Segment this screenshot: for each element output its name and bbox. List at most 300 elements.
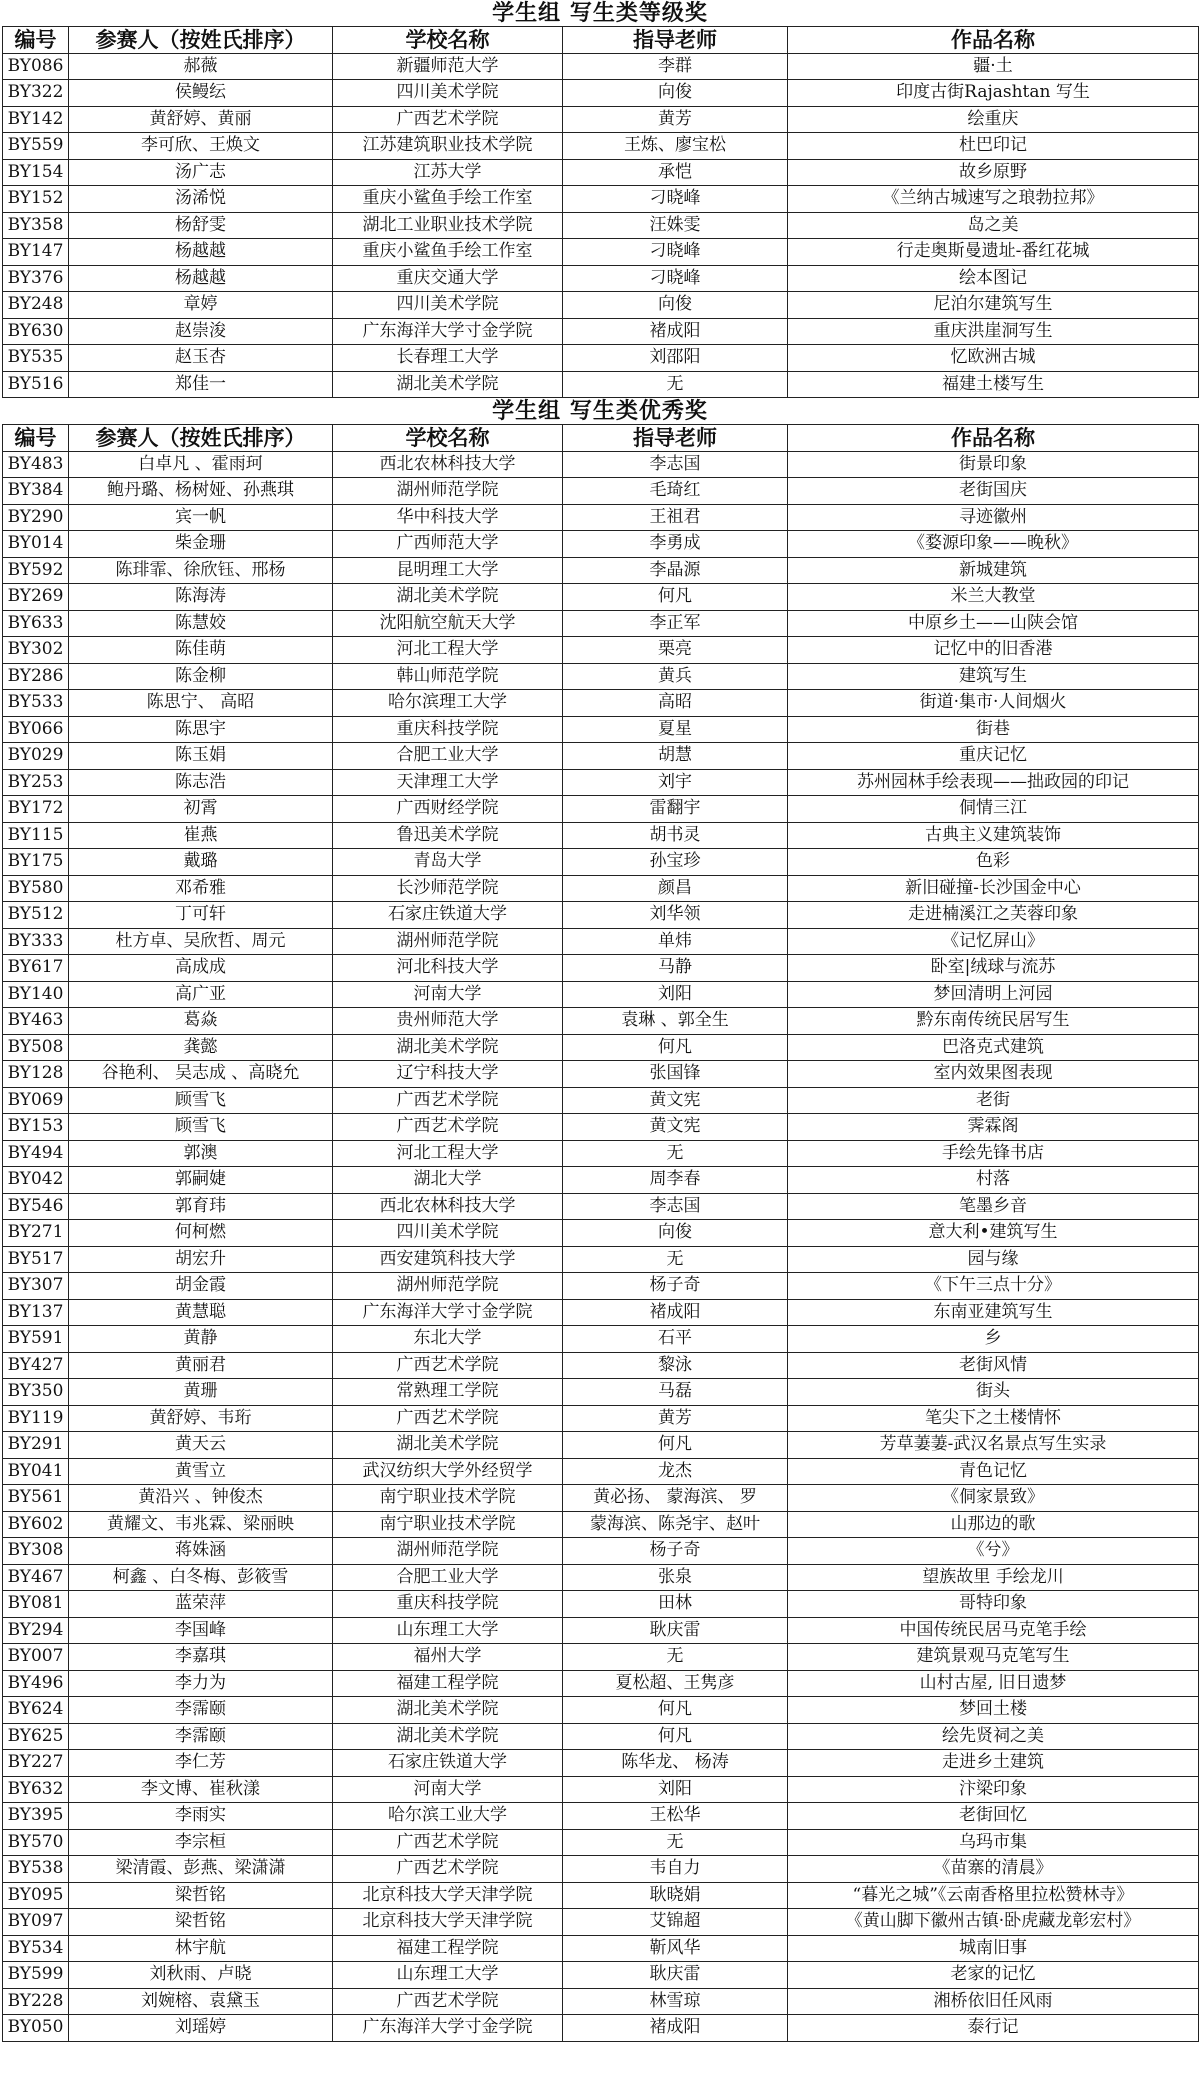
school-cell: 广西艺术学院: [333, 1405, 563, 1432]
entry-id-cell: BY115: [3, 822, 69, 849]
participants-cell: 李可欣、王焕文: [69, 133, 333, 160]
entry-id-cell: BY142: [3, 106, 69, 133]
participants-cell: 丁可轩: [69, 902, 333, 929]
entry-id-cell: BY152: [3, 186, 69, 213]
table-body-excellent: [3, 451, 1199, 2041]
advisor-cell: 刁晓峰: [563, 186, 788, 213]
school-cell: 贵州师范大学: [333, 1008, 563, 1035]
participants-cell: 葛焱: [69, 1008, 333, 1035]
work-title-cell: 山村古屋, 旧日遗梦: [788, 1670, 1199, 1697]
participants-cell: 梁哲铭: [69, 1882, 333, 1909]
advisor-cell: 龙杰: [563, 1458, 788, 1485]
school-cell: 湖州师范学院: [333, 1538, 563, 1565]
participants-cell: 陈海涛: [69, 584, 333, 611]
table-row: [3, 663, 1199, 690]
advisor-cell: 王松华: [563, 1803, 788, 1830]
table-row: [3, 849, 1199, 876]
advisor-cell: 王炼、廖宝松: [563, 133, 788, 160]
advisor-cell: 承恺: [563, 159, 788, 186]
entry-id-cell: BY286: [3, 663, 69, 690]
advisor-cell: 李志国: [563, 451, 788, 478]
work-title-cell: 米兰大教堂: [788, 584, 1199, 611]
school-cell: 南宁职业技术学院: [333, 1511, 563, 1538]
participants-cell: 胡金霞: [69, 1273, 333, 1300]
advisor-cell: 无: [563, 1644, 788, 1671]
advisor-cell: 陈华龙、 杨涛: [563, 1750, 788, 1777]
school-cell: 华中科技大学: [333, 504, 563, 531]
school-cell: 湖州师范学院: [333, 1273, 563, 1300]
participants-cell: 陈玉娟: [69, 743, 333, 770]
entry-id-cell: BY350: [3, 1379, 69, 1406]
advisor-cell: 靳风华: [563, 1935, 788, 1962]
participants-cell: 梁哲铭: [69, 1909, 333, 1936]
table-row: [3, 531, 1199, 558]
school-cell: 西北农林科技大学: [333, 1193, 563, 1220]
work-title-cell: 梦回土楼: [788, 1697, 1199, 1724]
table-row: [3, 1750, 1199, 1777]
work-title-cell: 黔东南传统民居写生: [788, 1008, 1199, 1035]
school-cell: 广西艺术学院: [333, 1988, 563, 2015]
table-row: [3, 1856, 1199, 1883]
school-cell: 湖州师范学院: [333, 928, 563, 955]
header-work-title: 作品名称: [788, 425, 1199, 452]
entry-id-cell: BY570: [3, 1829, 69, 1856]
advisor-cell: 褚成阳: [563, 2015, 788, 2042]
table-row: [3, 1246, 1199, 1273]
table-row: [3, 265, 1199, 292]
work-title-cell: 老家的记忆: [788, 1962, 1199, 1989]
advisor-cell: 向俊: [563, 80, 788, 107]
work-title-cell: 乌玛市集: [788, 1829, 1199, 1856]
table-row: [3, 584, 1199, 611]
work-title-cell: 笔墨乡音: [788, 1193, 1199, 1220]
table-row: [3, 1220, 1199, 1247]
table-row: [3, 1988, 1199, 2015]
advisor-cell: 石平: [563, 1326, 788, 1353]
entry-id-cell: BY172: [3, 796, 69, 823]
advisor-cell: 李志国: [563, 1193, 788, 1220]
advisor-cell: 马磊: [563, 1379, 788, 1406]
advisor-cell: 刘华领: [563, 902, 788, 929]
entry-id-cell: BY494: [3, 1140, 69, 1167]
participants-cell: 戴璐: [69, 849, 333, 876]
advisor-cell: 褚成阳: [563, 318, 788, 345]
entry-id-cell: BY625: [3, 1723, 69, 1750]
participants-cell: 杨越越: [69, 265, 333, 292]
entry-id-cell: BY307: [3, 1273, 69, 1300]
school-cell: 西安建筑科技大学: [333, 1246, 563, 1273]
entry-id-cell: BY291: [3, 1432, 69, 1459]
participants-cell: 杨舒雯: [69, 212, 333, 239]
entry-id-cell: BY535: [3, 345, 69, 372]
work-title-cell: 记忆中的旧香港: [788, 637, 1199, 664]
work-title-cell: 《苗寨的清晨》: [788, 1856, 1199, 1883]
school-cell: 河北科技大学: [333, 955, 563, 982]
school-cell: 北京科技大学天津学院: [333, 1909, 563, 1936]
entry-id-cell: BY228: [3, 1988, 69, 2015]
table-row: [3, 875, 1199, 902]
school-cell: 湖北美术学院: [333, 1034, 563, 1061]
table-body-grade: [3, 53, 1199, 398]
participants-cell: 刘瑶婷: [69, 2015, 333, 2042]
entry-id-cell: BY546: [3, 1193, 69, 1220]
table-row: [3, 955, 1199, 982]
participants-cell: 高广亚: [69, 981, 333, 1008]
school-cell: 辽宁科技大学: [333, 1061, 563, 1088]
school-cell: 福州大学: [333, 1644, 563, 1671]
participants-cell: 郭嗣婕: [69, 1167, 333, 1194]
work-title-cell: 色彩: [788, 849, 1199, 876]
school-cell: 鲁迅美术学院: [333, 822, 563, 849]
participants-cell: 龚懿: [69, 1034, 333, 1061]
participants-cell: 章婷: [69, 292, 333, 319]
school-cell: 山东理工大学: [333, 1962, 563, 1989]
work-title-cell: 苏州园林手绘表现——拙政园的印记: [788, 769, 1199, 796]
school-cell: 广东海洋大学寸金学院: [333, 2015, 563, 2042]
entry-id-cell: BY517: [3, 1246, 69, 1273]
school-cell: 江苏建筑职业技术学院: [333, 133, 563, 160]
participants-cell: 陈志浩: [69, 769, 333, 796]
table-row: [3, 1644, 1199, 1671]
entry-id-cell: BY041: [3, 1458, 69, 1485]
work-title-cell: 乡: [788, 1326, 1199, 1353]
work-title-cell: 巴洛克式建筑: [788, 1034, 1199, 1061]
work-title-cell: 山那边的歌: [788, 1511, 1199, 1538]
section-title-excellent: 学生组 写生类优秀奖: [492, 398, 708, 424]
table-row: [3, 371, 1199, 398]
table-row: [3, 610, 1199, 637]
participants-cell: 陈佳萌: [69, 637, 333, 664]
entry-id-cell: BY007: [3, 1644, 69, 1671]
participants-cell: 侯鳗纭: [69, 80, 333, 107]
work-title-cell: 《黄山脚下徽州古镇·卧虎藏龙彰宏村》: [788, 1909, 1199, 1936]
advisor-cell: 耿庆雷: [563, 1617, 788, 1644]
header-school: 学校名称: [333, 425, 563, 452]
work-title-cell: 街巷: [788, 716, 1199, 743]
table-row: [3, 822, 1199, 849]
advisor-cell: 李勇成: [563, 531, 788, 558]
entry-id-cell: BY029: [3, 743, 69, 770]
work-title-cell: 湘桥依旧任风雨: [788, 1988, 1199, 2015]
header-id: 编号: [3, 425, 69, 452]
entry-id-cell: BY559: [3, 133, 69, 160]
entry-id-cell: BY624: [3, 1697, 69, 1724]
entry-id-cell: BY483: [3, 451, 69, 478]
entry-id-cell: BY592: [3, 557, 69, 584]
participants-cell: 林宇航: [69, 1935, 333, 1962]
work-title-cell: 故乡原野: [788, 159, 1199, 186]
advisor-cell: 何凡: [563, 584, 788, 611]
school-cell: 广西艺术学院: [333, 1352, 563, 1379]
school-cell: 四川美术学院: [333, 1220, 563, 1247]
work-title-cell: 街景印象: [788, 451, 1199, 478]
school-cell: 合肥工业大学: [333, 1564, 563, 1591]
entry-id-cell: BY081: [3, 1591, 69, 1618]
work-title-cell: 重庆洪崖洞写生: [788, 318, 1199, 345]
school-cell: 广西艺术学院: [333, 1114, 563, 1141]
table-row: [3, 1935, 1199, 1962]
participants-cell: 蓝荣萍: [69, 1591, 333, 1618]
school-cell: 重庆交通大学: [333, 265, 563, 292]
entry-id-cell: BY580: [3, 875, 69, 902]
header-participants: 参赛人（按姓氏排序）: [69, 27, 333, 54]
advisor-cell: 马静: [563, 955, 788, 982]
work-title-cell: 寻迹徽州: [788, 504, 1199, 531]
entry-id-cell: BY617: [3, 955, 69, 982]
table-row: [3, 504, 1199, 531]
participants-cell: 黄耀文、韦兆霖、梁丽映: [69, 1511, 333, 1538]
advisor-cell: 向俊: [563, 1220, 788, 1247]
entry-id-cell: BY253: [3, 769, 69, 796]
work-title-cell: 汴梁印象: [788, 1776, 1199, 1803]
participants-cell: 陈琲霏、徐欣钰、邢杨: [69, 557, 333, 584]
school-cell: 四川美术学院: [333, 292, 563, 319]
participants-cell: 黄静: [69, 1326, 333, 1353]
participants-cell: 李宗桓: [69, 1829, 333, 1856]
advisor-cell: 刘阳: [563, 981, 788, 1008]
table-row: [3, 80, 1199, 107]
entry-id-cell: BY095: [3, 1882, 69, 1909]
table-row: [3, 1432, 1199, 1459]
entry-id-cell: BY269: [3, 584, 69, 611]
participants-cell: 黄雪立: [69, 1458, 333, 1485]
advisor-cell: 何凡: [563, 1034, 788, 1061]
work-title-cell: 新旧碰撞-长沙国金中心: [788, 875, 1199, 902]
school-cell: 广东海洋大学寸金学院: [333, 1299, 563, 1326]
participants-cell: 黄沿兴 、钟俊杰: [69, 1485, 333, 1512]
table-row: [3, 345, 1199, 372]
school-cell: 新疆师范大学: [333, 53, 563, 80]
table-row: [3, 1485, 1199, 1512]
work-title-cell: 行走奥斯曼遗址-番红花城: [788, 239, 1199, 266]
work-title-cell: 卧室|绒球与流苏: [788, 955, 1199, 982]
entry-id-cell: BY248: [3, 292, 69, 319]
participants-cell: 郭澳: [69, 1140, 333, 1167]
table-row: [3, 318, 1199, 345]
entry-id-cell: BY097: [3, 1909, 69, 1936]
advisor-cell: 夏松超、王隽彦: [563, 1670, 788, 1697]
header-school: 学校名称: [333, 27, 563, 54]
work-title-cell: 建筑景观马克笔写生: [788, 1644, 1199, 1671]
table-row: [3, 690, 1199, 717]
participants-cell: 宾一帆: [69, 504, 333, 531]
table-row: [3, 451, 1199, 478]
table-row: [3, 1962, 1199, 1989]
table-row: [3, 2015, 1199, 2042]
participants-cell: 李国峰: [69, 1617, 333, 1644]
advisor-cell: 胡书灵: [563, 822, 788, 849]
table-row: [3, 212, 1199, 239]
advisor-cell: 林雪琼: [563, 1988, 788, 2015]
work-title-cell: 老街回忆: [788, 1803, 1199, 1830]
school-cell: 东北大学: [333, 1326, 563, 1353]
work-title-cell: 东南亚建筑写生: [788, 1299, 1199, 1326]
work-title-cell: 中原乡土——山陕会馆: [788, 610, 1199, 637]
participants-cell: 黄慧聪: [69, 1299, 333, 1326]
advisor-cell: 无: [563, 1140, 788, 1167]
work-title-cell: 意大利•建筑写生: [788, 1220, 1199, 1247]
table-row: [3, 1061, 1199, 1088]
work-title-cell: 室内效果图表现: [788, 1061, 1199, 1088]
advisor-cell: 袁琳 、郭全生: [563, 1008, 788, 1035]
table-row: [3, 1776, 1199, 1803]
entry-id-cell: BY384: [3, 478, 69, 505]
participants-cell: 陈慧姣: [69, 610, 333, 637]
table-header-row: [3, 425, 1199, 452]
school-cell: 天津理工大学: [333, 769, 563, 796]
entry-id-cell: BY128: [3, 1061, 69, 1088]
advisor-cell: 黄芳: [563, 1405, 788, 1432]
work-title-cell: 新城建筑: [788, 557, 1199, 584]
advisor-cell: 艾锦超: [563, 1909, 788, 1936]
participants-cell: 黄天云: [69, 1432, 333, 1459]
entry-id-cell: BY599: [3, 1962, 69, 1989]
table-row: [3, 1617, 1199, 1644]
advisor-cell: 褚成阳: [563, 1299, 788, 1326]
table-row: [3, 1538, 1199, 1565]
table-row: [3, 1511, 1199, 1538]
school-cell: 湖北美术学院: [333, 371, 563, 398]
school-cell: 石家庄铁道大学: [333, 1750, 563, 1777]
table-row: [3, 902, 1199, 929]
school-cell: 广西财经学院: [333, 796, 563, 823]
entry-id-cell: BY302: [3, 637, 69, 664]
school-cell: 广东海洋大学寸金学院: [333, 318, 563, 345]
table-row: [3, 1034, 1199, 1061]
school-cell: 福建工程学院: [333, 1670, 563, 1697]
table-row: [3, 1352, 1199, 1379]
advisor-cell: 田林: [563, 1591, 788, 1618]
school-cell: 湖北美术学院: [333, 1723, 563, 1750]
work-title-cell: 望族故里 手绘龙川: [788, 1564, 1199, 1591]
table-row: [3, 186, 1199, 213]
advisor-cell: 杨子奇: [563, 1538, 788, 1565]
work-title-cell: 笔尖下之土楼情怀: [788, 1405, 1199, 1432]
participants-cell: 梁清霞、彭燕、梁潇潇: [69, 1856, 333, 1883]
advisor-cell: 黄兵: [563, 663, 788, 690]
advisor-cell: 李正军: [563, 610, 788, 637]
school-cell: 河南大学: [333, 981, 563, 1008]
advisor-cell: 耿庆雷: [563, 1962, 788, 1989]
advisor-cell: 黎泳: [563, 1352, 788, 1379]
work-title-cell: 哥特印象: [788, 1591, 1199, 1618]
school-cell: 常熟理工学院: [333, 1379, 563, 1406]
school-cell: 河北工程大学: [333, 637, 563, 664]
table-row: [3, 1167, 1199, 1194]
advisor-cell: 黄芳: [563, 106, 788, 133]
participants-cell: 李嘉琪: [69, 1644, 333, 1671]
table-row: [3, 478, 1199, 505]
participants-cell: 赵崇浚: [69, 318, 333, 345]
work-title-cell: 重庆记忆: [788, 743, 1199, 770]
participants-cell: 郝薇: [69, 53, 333, 80]
advisor-cell: 无: [563, 1246, 788, 1273]
header-work-title: 作品名称: [788, 27, 1199, 54]
school-cell: 哈尔滨工业大学: [333, 1803, 563, 1830]
advisor-cell: 耿晓娟: [563, 1882, 788, 1909]
school-cell: 北京科技大学天津学院: [333, 1882, 563, 1909]
participants-cell: 蒋姝涵: [69, 1538, 333, 1565]
table-row: [3, 1114, 1199, 1141]
entry-id-cell: BY534: [3, 1935, 69, 1962]
participants-cell: 初霄: [69, 796, 333, 823]
participants-cell: 黄丽君: [69, 1352, 333, 1379]
table-row: [3, 1723, 1199, 1750]
work-title-cell: 泰行记: [788, 2015, 1199, 2042]
entry-id-cell: BY516: [3, 371, 69, 398]
advisor-cell: 刁晓峰: [563, 265, 788, 292]
school-cell: 沈阳航空航天大学: [333, 610, 563, 637]
participants-cell: 陈金柳: [69, 663, 333, 690]
school-cell: 湖北美术学院: [333, 1432, 563, 1459]
school-cell: 重庆科技学院: [333, 716, 563, 743]
entry-id-cell: BY290: [3, 504, 69, 531]
school-cell: 武汉纺织大学外经贸学: [333, 1458, 563, 1485]
school-cell: 韩山师范学院: [333, 663, 563, 690]
advisor-cell: 李群: [563, 53, 788, 80]
entry-id-cell: BY154: [3, 159, 69, 186]
participants-cell: 杜方卓、吴欣哲、周元: [69, 928, 333, 955]
entry-id-cell: BY153: [3, 1114, 69, 1141]
advisor-cell: 高昭: [563, 690, 788, 717]
entry-id-cell: BY591: [3, 1326, 69, 1353]
work-title-cell: 园与缘: [788, 1246, 1199, 1273]
table-row: [3, 53, 1199, 80]
participants-cell: 黄珊: [69, 1379, 333, 1406]
participants-cell: 赵玉杏: [69, 345, 333, 372]
work-title-cell: “暮光之城”《云南香格里拉松赞林寺》: [788, 1882, 1199, 1909]
advisor-cell: 雷翻宇: [563, 796, 788, 823]
participants-cell: 顾雪飞: [69, 1114, 333, 1141]
table-row: [3, 743, 1199, 770]
work-title-cell: 《婺源印象——晚秋》: [788, 531, 1199, 558]
participants-cell: 胡宏升: [69, 1246, 333, 1273]
work-title-cell: 《兰纳古城速写之琅勃拉邦》: [788, 186, 1199, 213]
school-cell: 合肥工业大学: [333, 743, 563, 770]
work-title-cell: 老街: [788, 1087, 1199, 1114]
participants-cell: 陈思宇: [69, 716, 333, 743]
entry-id-cell: BY086: [3, 53, 69, 80]
section-title-grade: 学生组 写生类等级奖: [492, 0, 708, 26]
table-row: [3, 1273, 1199, 1300]
advisor-cell: 杨子奇: [563, 1273, 788, 1300]
entry-id-cell: BY147: [3, 239, 69, 266]
awards-table-excellent: [2, 424, 1199, 2042]
work-title-cell: 建筑写生: [788, 663, 1199, 690]
work-title-cell: 走进楠溪江之芙蓉印象: [788, 902, 1199, 929]
entry-id-cell: BY294: [3, 1617, 69, 1644]
school-cell: 广西艺术学院: [333, 106, 563, 133]
table-row: [3, 1087, 1199, 1114]
entry-id-cell: BY140: [3, 981, 69, 1008]
school-cell: 湖北工业职业技术学院: [333, 212, 563, 239]
entry-id-cell: BY632: [3, 1776, 69, 1803]
work-title-cell: 《下午三点十分》: [788, 1273, 1199, 1300]
school-cell: 长沙师范学院: [333, 875, 563, 902]
entry-id-cell: BY630: [3, 318, 69, 345]
work-title-cell: 绘本图记: [788, 265, 1199, 292]
table-row: [3, 1326, 1199, 1353]
entry-id-cell: BY050: [3, 2015, 69, 2042]
participants-cell: 李力为: [69, 1670, 333, 1697]
school-cell: 广西师范大学: [333, 531, 563, 558]
participants-cell: 李文博、崔秋漾: [69, 1776, 333, 1803]
table-row: [3, 637, 1199, 664]
work-title-cell: 杜巴印记: [788, 133, 1199, 160]
table-row: [3, 1803, 1199, 1830]
advisor-cell: 何凡: [563, 1432, 788, 1459]
school-cell: 湖州师范学院: [333, 478, 563, 505]
